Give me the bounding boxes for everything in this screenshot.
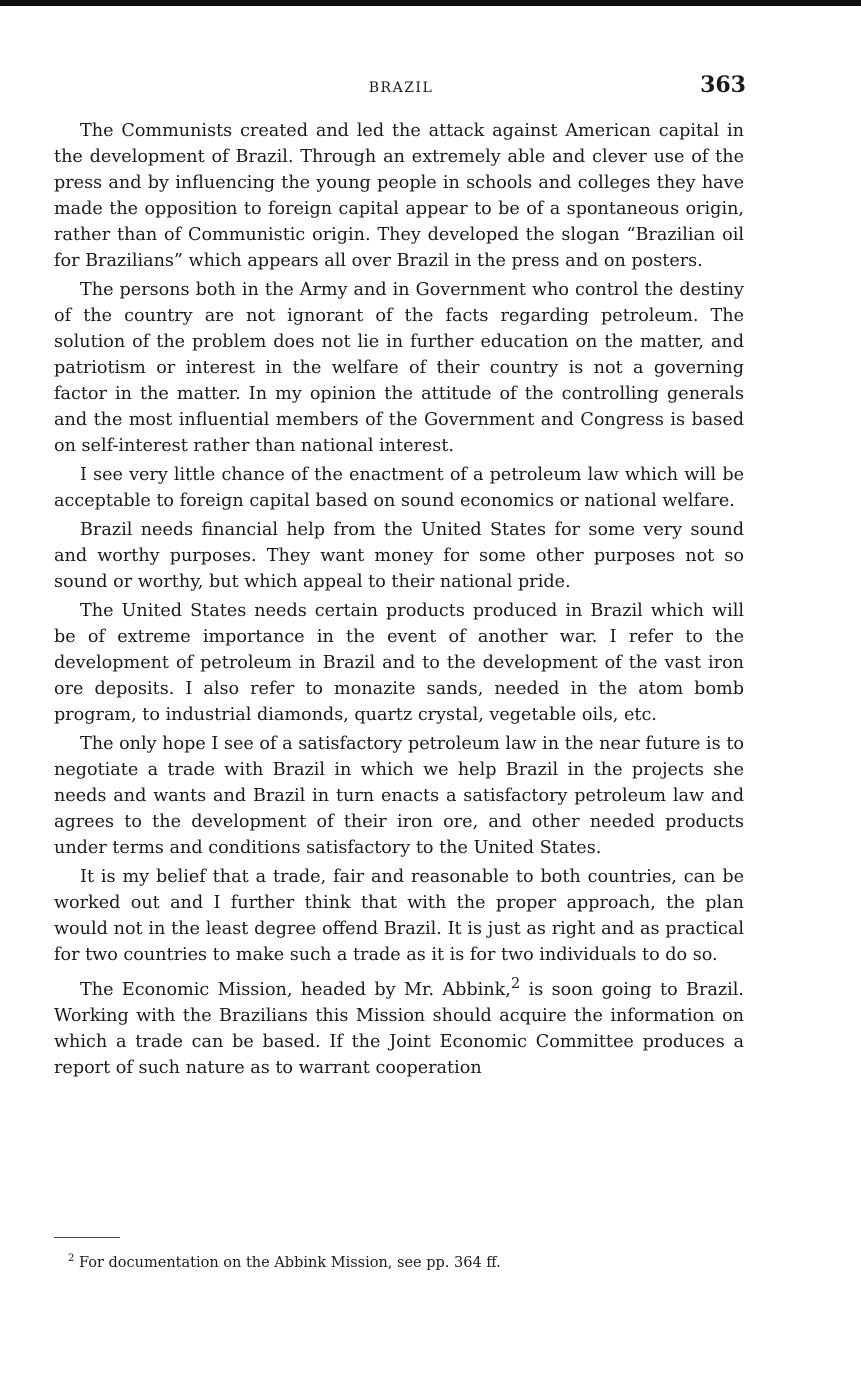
paragraph-5: The United States needs certain products produced in Brazil which will be of extreme importance in the event of another war. I refer to the development of petroleum in Brazil and to the development of the vast iron ore deposits. I also refer to monazite sands, needed in the atom bomb program, to industrial diamonds, quartz crystal, vegetable oils, etc. <box>54 601 744 725</box>
paragraph-6: The only hope I see of a satisfactory petroleum law in the near future is to negotiate a trade with Brazil in which we help Brazil in the projects she needs and wants and Brazil in turn enacts a satisfactory petroleum law and agrees to the development of their iron ore, and other needed products under terms and conditions satisfactory to the United States. <box>54 734 744 858</box>
paragraph-8 <box>54 971 744 1081</box>
top-border-rule <box>0 0 861 6</box>
paragraph-8-text-end: is soon going to Brazil. Working with the Brazilians this Mission should acquire the information on which a trade can be based. If the Joint Economic Committee produces a report of such nature as to warrant cooperation <box>54 979 744 1078</box>
paragraph-1: The Communists created and led the attack against American capital in the development of Brazil. Through an extremely able and clever use of the press and by influencing the young people in schools and colleges they have made the opposition to foreign capital appear to be of a spontaneous origin, rather than of Communistic origin. They developed the slogan “Brazilian oil for Brazilians” which appears all over Brazil in the press and on posters. <box>54 121 744 271</box>
paragraph-3: I see very little chance of the enactment of a petroleum law which will be acceptable to foreign capital based on sound economics or national welfare. <box>54 465 744 511</box>
paragraph-7: It is my belief that a trade, fair and reasonable to both countries, can be worked out and I further think that with the proper approach, the plan would not in the least degree offend Brazil. It is just as right and as practical for two countries to make such a trade as it is for two individuals to do so. <box>54 867 744 965</box>
running-head <box>56 72 746 106</box>
body-text <box>54 118 744 1084</box>
footnote <box>68 1249 728 1273</box>
paragraph-4: Brazil needs financial help from the United States for some very sound and worthy purposes. They want money for some other purposes not so sound or worthy, but which appeal to their national pride. <box>54 520 744 592</box>
paragraph-2: The persons both in the Army and in Government who control the destiny of the country are not ignorant of the facts regarding petroleum. The solution of the problem does not lie in further education on the matter, and patriotism or interest in the welfare of their country is not a governing factor in the matter. In my opinion the attitude of the controlling generals and the most influential members of the Government and Congress is based on self-interest rather than national interest. <box>54 280 744 456</box>
page-number: 363 <box>700 72 746 98</box>
footnote-divider <box>54 1237 120 1238</box>
footnote-reference: 2 <box>510 975 521 992</box>
running-head-title: BRAZIL <box>368 80 434 96</box>
footnote-text: For documentation on the Abbink Mission, see pp. 364 ff. <box>78 1254 501 1271</box>
footnote-marker: 2 <box>68 1253 75 1264</box>
paragraph-8-text-start: The Economic Mission, headed by Mr. Abbink, <box>80 979 511 1000</box>
